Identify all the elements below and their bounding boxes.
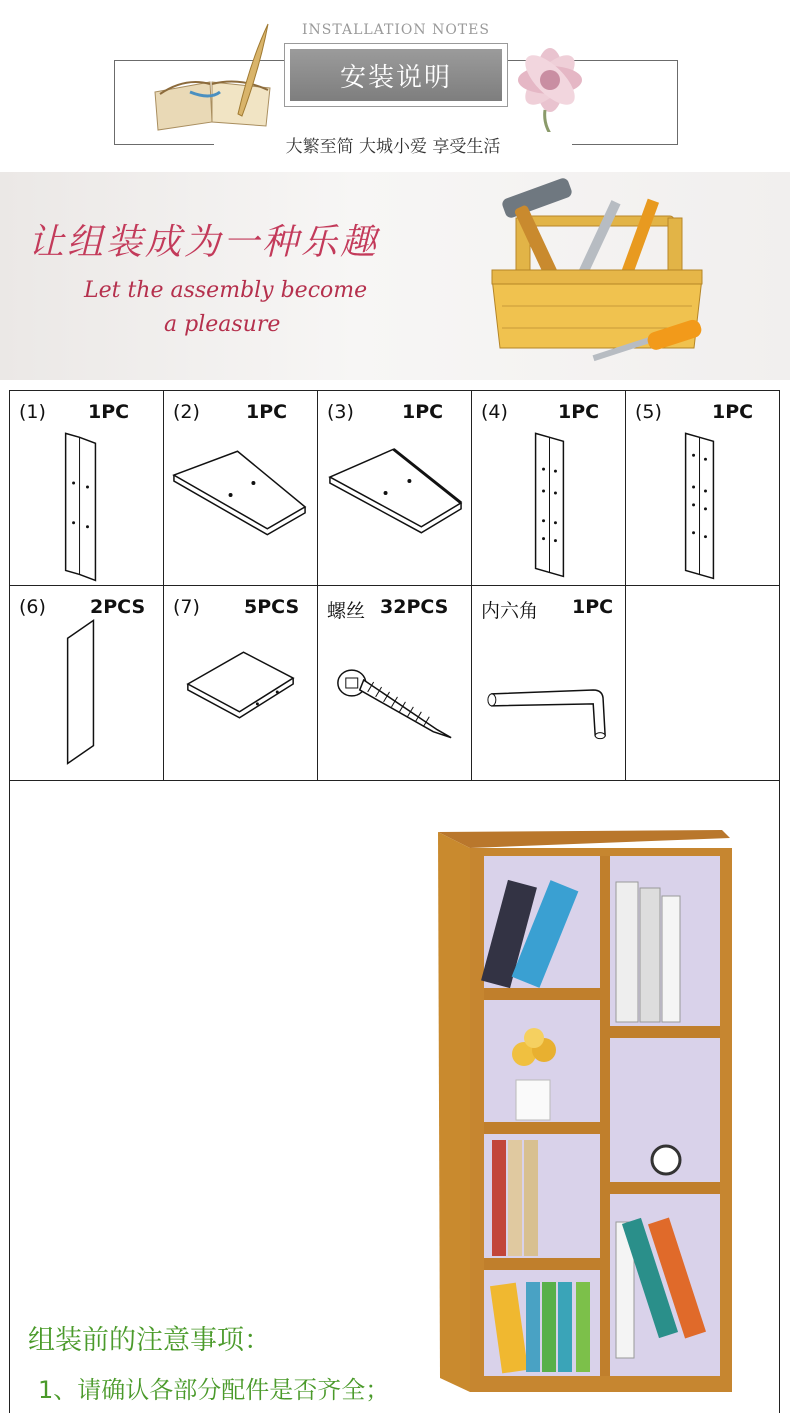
bookshelf-photo — [430, 822, 740, 1392]
notes-title: 组装前的注意事项： — [28, 1325, 271, 1356]
part-cell-7 — [164, 586, 318, 781]
header-title-box — [284, 43, 508, 107]
header-frame-line — [572, 144, 677, 145]
open-book-quill-icon — [150, 22, 280, 132]
banner-english-line-1: Let the assembly become — [84, 278, 368, 303]
part-quantity: 1PC — [712, 401, 754, 423]
part-label: (5) — [635, 401, 662, 423]
installation-header — [0, 0, 790, 172]
back-panel-drawing — [10, 586, 163, 780]
part-quantity: 1PC — [558, 401, 600, 423]
part-quantity: 1PC — [572, 596, 614, 618]
part-label: (7) — [173, 596, 200, 618]
part-label: (2) — [173, 401, 200, 423]
shelf-board-drawing — [164, 586, 317, 780]
divider-panel-drawing — [472, 391, 625, 585]
header-chinese-title: 安装说明 — [290, 49, 502, 101]
part-label: 螺丝 — [327, 600, 366, 622]
part-label: (6) — [19, 596, 46, 618]
flower-icon — [505, 30, 595, 140]
part-cell-3 — [318, 391, 472, 586]
bottom-board-drawing — [318, 391, 471, 585]
part-quantity: 1PC — [246, 401, 288, 423]
header-slogan: 大繁至简 大城小爱 享受生活 — [214, 132, 572, 157]
part-label: (4) — [481, 401, 508, 423]
header-frame-line — [114, 144, 214, 145]
part-quantity: 1PC — [402, 401, 444, 423]
part-label: (3) — [327, 401, 354, 423]
part-cell-5 — [626, 391, 780, 586]
banner-english-line-2: a pleasure — [164, 312, 281, 337]
banner-chinese-title: 让组装成为一种乐趣 — [28, 222, 380, 263]
part-quantity: 32PCS — [380, 596, 449, 618]
top-board-drawing — [164, 391, 317, 585]
side-panel-drawing — [626, 391, 779, 585]
part-cell-hex-key — [472, 586, 626, 781]
header-english-title: INSTALLATION NOTES — [290, 22, 502, 38]
part-cell-empty — [626, 586, 780, 781]
part-cell-2 — [164, 391, 318, 586]
part-quantity: 2PCS — [90, 596, 146, 618]
hex-key-icon — [472, 586, 625, 780]
notes-item-1: 1、请确认各部分配件是否齐全； — [38, 1376, 390, 1404]
part-quantity: 5PCS — [244, 596, 300, 618]
assembly-banner — [0, 172, 790, 380]
part-label: 内六角 — [481, 600, 539, 622]
part-quantity: 1PC — [88, 401, 130, 423]
part-cell-4 — [472, 391, 626, 586]
part-label: (1) — [19, 401, 46, 423]
side-panel-drawing — [10, 391, 163, 585]
parts-grid — [9, 390, 780, 781]
screw-icon — [318, 586, 471, 780]
toolbox-icon — [462, 178, 732, 378]
part-cell-6 — [10, 586, 164, 781]
part-cell-screws — [318, 586, 472, 781]
part-cell-1 — [10, 391, 164, 586]
